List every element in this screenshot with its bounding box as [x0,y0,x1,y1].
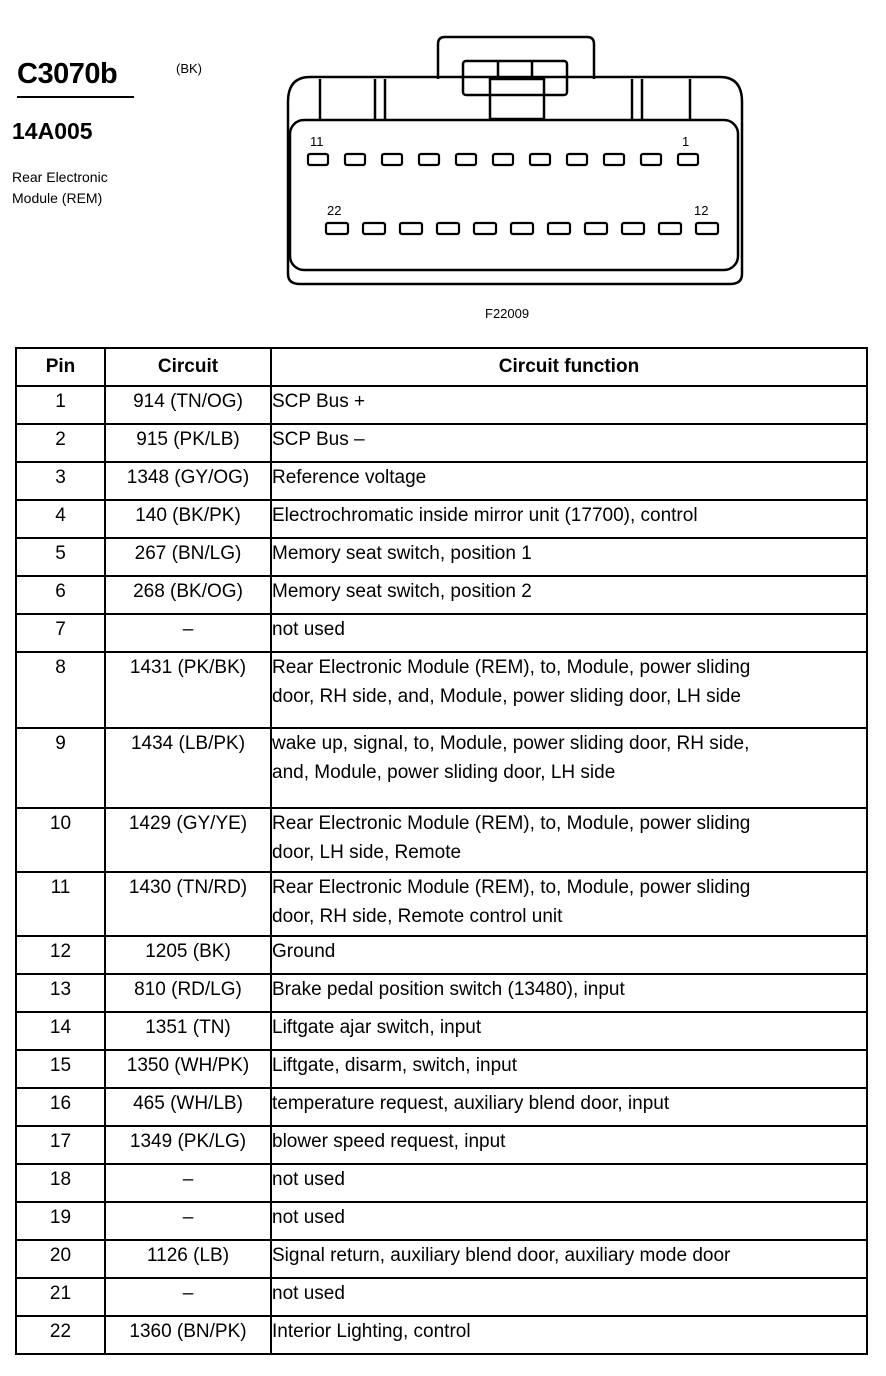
cell-circuit: 1126 (LB) [105,1240,271,1278]
function-line: Brake pedal position switch (13480), input [272,979,625,1000]
part-number: 14A005 [12,118,93,144]
cell-circuit: – [105,1202,271,1240]
table-row [16,1126,867,1164]
pin-slot-16 [548,223,570,234]
pin-slot-18 [474,223,496,234]
function-line: Rear Electronic Module (REM), to, Module, power sliding [272,657,751,678]
cell-function [271,424,867,462]
cell-pin: 12 [16,936,105,974]
connector-id-underline [17,96,134,98]
table-row [16,500,867,538]
function-line: and, Module, power sliding door, LH side [272,762,616,783]
cell-circuit: – [105,1164,271,1202]
cell-circuit: 914 (TN/OG) [105,386,271,424]
cell-function [271,1316,867,1354]
cell-pin: 7 [16,614,105,652]
cell-circuit: 140 (BK/PK) [105,500,271,538]
pin-slot-5 [530,154,550,165]
function-line: Rear Electronic Module (REM), to, Module, power sliding [272,877,751,898]
table-row [16,576,867,614]
pin-slot-4 [567,154,587,165]
pin-table [15,347,868,1355]
table-row [16,1316,867,1354]
function-line: SCP Bus – [272,429,365,450]
cell-pin: 10 [16,808,105,872]
pin-slot-20 [400,223,422,234]
connector-face-diagram [280,32,750,294]
cell-pin: 6 [16,576,105,614]
header-function: Circuit function [271,348,867,386]
part-description [12,167,162,209]
header-pin: Pin [16,348,105,386]
header-circuit: Circuit [105,348,271,386]
pin-label-11: 11 [310,134,324,149]
function-line: Liftgate, disarm, switch, input [272,1055,517,1076]
cell-function [271,538,867,576]
cell-circuit: 1348 (GY/OG) [105,462,271,500]
function-line: door, RH side, Remote control unit [272,906,563,927]
cell-circuit: 1205 (BK) [105,936,271,974]
table-row [16,728,867,808]
pin-slot-1 [678,154,698,165]
cell-circuit: 915 (PK/LB) [105,424,271,462]
cell-pin: 3 [16,462,105,500]
function-line: Reference voltage [272,467,427,488]
table-row [16,538,867,576]
cell-pin: 4 [16,500,105,538]
function-line: blower speed request, input [272,1131,506,1152]
pin-label-1: 1 [682,134,690,149]
pin-slot-22 [326,223,348,234]
pin-slot-21 [363,223,385,234]
pin-row-top [308,154,698,165]
cell-circuit: 1351 (TN) [105,1012,271,1050]
function-line: Electrochromatic inside mirror unit (17700), control [272,505,698,526]
cell-function [271,500,867,538]
cell-circuit: 1431 (PK/BK) [105,652,271,728]
cell-function [271,1126,867,1164]
part-description-line-1: Rear Electronic [12,169,108,185]
function-line: SCP Bus + [272,391,366,412]
cell-function [271,1050,867,1088]
function-line: door, RH side, and, Module, power sliding door, LH side [272,686,741,707]
function-line: not used [272,1169,345,1190]
function-line: not used [272,1207,345,1228]
cell-function [271,974,867,1012]
pin-slot-12 [696,223,718,234]
cell-pin: 22 [16,1316,105,1354]
table-row [16,462,867,500]
table-row [16,974,867,1012]
cell-pin: 13 [16,974,105,1012]
pin-label-12: 12 [694,203,709,218]
cell-function [271,386,867,424]
cell-pin: 5 [16,538,105,576]
connector-color: (BK) [176,61,202,76]
cell-pin: 17 [16,1126,105,1164]
pin-slot-7 [456,154,476,165]
cell-pin: 14 [16,1012,105,1050]
table-row [16,1164,867,1202]
function-line: Rear Electronic Module (REM), to, Module, power sliding [272,813,751,834]
cell-pin: 11 [16,872,105,936]
cell-function [271,936,867,974]
function-line: temperature request, auxiliary blend door, input [272,1093,670,1114]
function-line: not used [272,1283,345,1304]
cell-pin: 19 [16,1202,105,1240]
cell-function [271,1012,867,1050]
function-line: wake up, signal, to, Module, power sliding door, RH side, [272,733,750,754]
cell-circuit: 1429 (GY/YE) [105,808,271,872]
cell-function [271,1088,867,1126]
cell-function [271,1164,867,1202]
table-row [16,424,867,462]
table-row [16,1278,867,1316]
cell-circuit: – [105,614,271,652]
cell-circuit: 465 (WH/LB) [105,1088,271,1126]
cell-pin: 16 [16,1088,105,1126]
pin-slot-8 [419,154,439,165]
table-row [16,386,867,424]
cell-pin: 18 [16,1164,105,1202]
pin-slot-9 [382,154,402,165]
cell-function [271,1202,867,1240]
cell-function [271,808,867,872]
cell-circuit: 1360 (BN/PK) [105,1316,271,1354]
table-row [16,614,867,652]
table-row [16,808,867,872]
cell-function [271,1278,867,1316]
table-row [16,936,867,974]
cell-circuit: 1434 (LB/PK) [105,728,271,808]
function-line: Memory seat switch, position 1 [272,543,532,564]
function-line: Ground [272,941,336,962]
cell-circuit: – [105,1278,271,1316]
cell-function [271,462,867,500]
cell-function [271,614,867,652]
pin-label-22: 22 [327,203,342,218]
cell-circuit: 268 (BK/OG) [105,576,271,614]
function-line: Memory seat switch, position 2 [272,581,532,602]
cell-circuit: 267 (BN/LG) [105,538,271,576]
connector-id: C3070b [17,58,118,90]
pin-slot-17 [511,223,533,234]
pin-slot-11 [308,154,328,165]
pin-row-bottom [326,223,718,234]
table-row [16,1202,867,1240]
cell-pin: 8 [16,652,105,728]
cell-pin: 9 [16,728,105,808]
table-row [16,1012,867,1050]
cell-pin: 20 [16,1240,105,1278]
cell-function [271,872,867,936]
part-description-line-2: Module (REM) [12,190,103,206]
function-line: door, LH side, Remote [272,842,462,863]
function-line: Signal return, auxiliary blend door, auxiliary mode door [272,1245,731,1266]
table-row [16,652,867,728]
cell-circuit: 1350 (WH/PK) [105,1050,271,1088]
table-row [16,872,867,936]
cell-function [271,728,867,808]
function-line: Interior Lighting, control [272,1321,471,1342]
cell-pin: 15 [16,1050,105,1088]
cell-pin: 2 [16,424,105,462]
pin-slot-14 [622,223,644,234]
function-line: not used [272,619,345,640]
pin-slot-13 [659,223,681,234]
pin-slot-2 [641,154,661,165]
table-row [16,1240,867,1278]
table-row [16,1050,867,1088]
table-header-row [16,348,867,386]
pin-slot-10 [345,154,365,165]
pin-slot-6 [493,154,513,165]
cell-function [271,576,867,614]
cell-circuit: 810 (RD/LG) [105,974,271,1012]
table-row [16,1088,867,1126]
cell-pin: 21 [16,1278,105,1316]
pin-slot-15 [585,223,607,234]
function-line: Liftgate ajar switch, input [272,1017,482,1038]
pin-slot-3 [604,154,624,165]
cell-circuit: 1349 (PK/LG) [105,1126,271,1164]
figure-id: F22009 [485,306,530,321]
cell-pin: 1 [16,386,105,424]
cell-function [271,652,867,728]
cell-circuit: 1430 (TN/RD) [105,872,271,936]
pin-slot-19 [437,223,459,234]
cell-function [271,1240,867,1278]
